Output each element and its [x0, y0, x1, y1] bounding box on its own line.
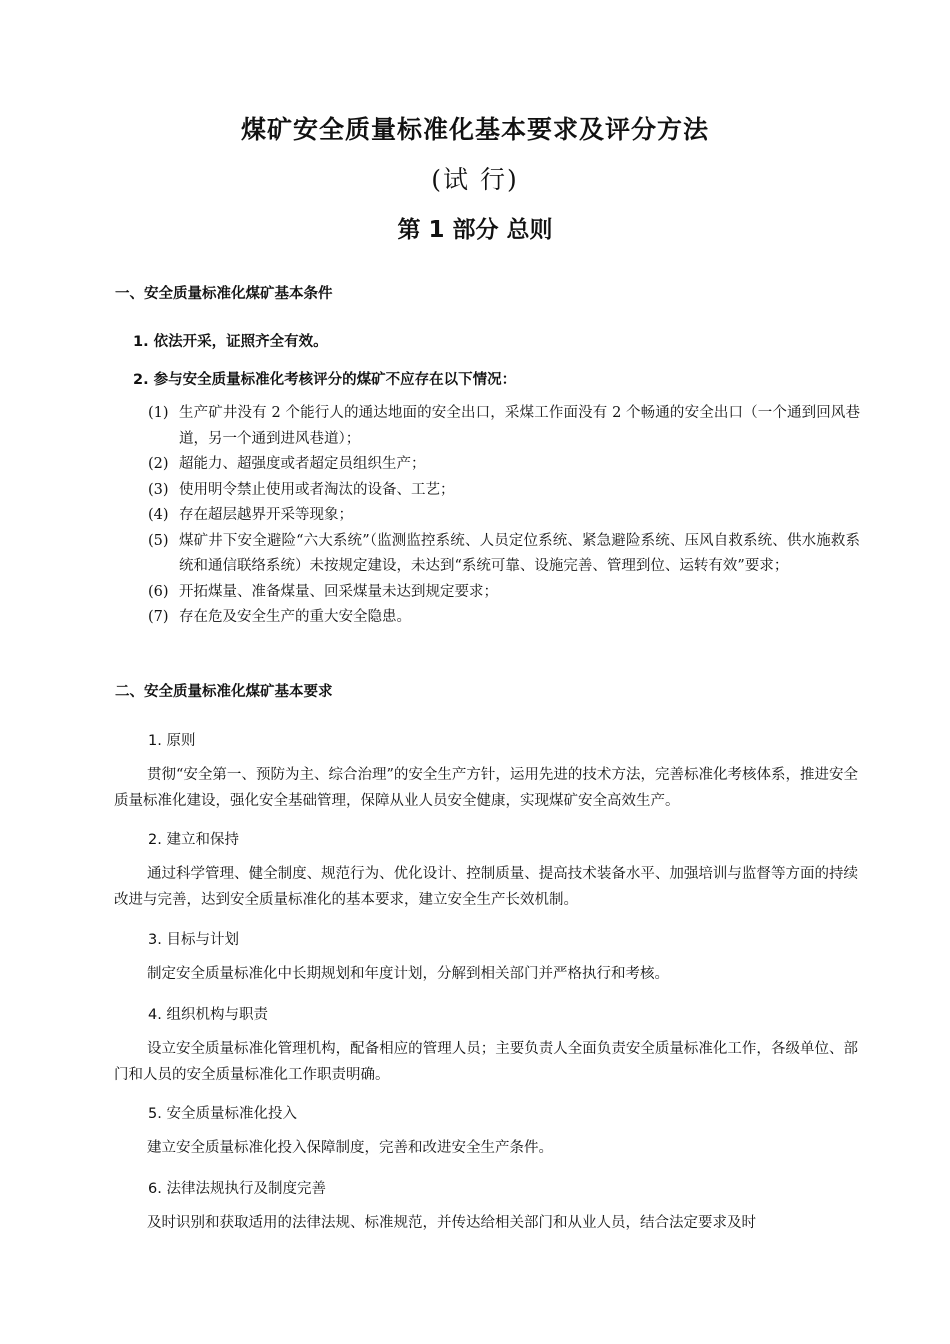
- part-heading: 第 1 部分 总则: [397, 217, 553, 243]
- requirement-paragraph: 贯彻“安全第一、预防为主、综合治理”的安全生产方针，运用先进的技术方法，完善标准化考核体系，推进安全质量标准化建设，强化安全基础管理，保障从业人员安全健康，实现煤矿安全高效生产。: [114, 767, 858, 809]
- requirement-paragraph: 设立安全质量标准化管理机构，配备相应的管理人员；主要负责人全面负责安全质量标准化工作，各级单位、部门和人员的安全质量标准化工作职责明确。: [114, 1041, 858, 1083]
- requirement-paragraph: 通过科学管理、健全制度、规范行为、优化设计、控制质量、提高技术装备水平、加强培训与监督等方面的持续改进与完善，达到安全质量标准化的基本要求，建立安全生产长效机制。: [114, 866, 858, 908]
- section-heading: 一、安全质量标准化煤矿基本条件: [115, 286, 333, 302]
- list-item-number: (1): [148, 405, 169, 421]
- condition-item: 2. 参与安全质量标准化考核评分的煤矿不应存在以下情况：: [133, 372, 517, 388]
- list-item-text: 存在危及安全生产的重大安全隐患。: [179, 609, 411, 625]
- list-item-text: 生产矿井没有 2 个能行人的通达地面的安全出口，采煤工作面没有 2 个畅通的安全出口（一个通到回风巷道，另一个通到进风巷道）；: [179, 405, 860, 447]
- requirement-title: 3. 目标与计划: [148, 932, 239, 948]
- condition-item: 1. 依法开采，证照齐全有效。: [133, 334, 328, 350]
- section-heading: 二、安全质量标准化煤矿基本要求: [115, 684, 333, 700]
- list-item: [148, 580, 860, 606]
- requirement-paragraph: 及时识别和获取适用的法律法规、标准规范，并传达给相关部门和从业人员，结合法定要求及时: [147, 1215, 756, 1231]
- requirement-title: 1. 原则: [148, 733, 196, 749]
- requirement-paragraph: 建立安全质量标准化投入保障制度，完善和改进安全生产条件。: [147, 1140, 553, 1156]
- list-item-number: (5): [148, 532, 169, 549]
- requirement-title: 4. 组织机构与职责: [148, 1007, 268, 1023]
- list-item-text: 超能力、超强度或者超定员组织生产；: [179, 456, 426, 472]
- prohibited-conditions-list: [148, 401, 860, 631]
- document-title: 煤矿安全质量标准化基本要求及评分方法: [240, 115, 709, 144]
- list-item: [148, 605, 860, 631]
- document-subtitle: (试 行): [431, 165, 519, 194]
- requirement-title: 5. 安全质量标准化投入: [148, 1106, 297, 1122]
- requirement-paragraph: 制定安全质量标准化中长期规划和年度计划，分解到相关部门并严格执行和考核。: [147, 966, 669, 982]
- list-item-number: (4): [148, 507, 169, 523]
- list-item-text: 使用明令禁止使用或者淘汰的设备、工艺；: [179, 481, 455, 498]
- list-item-text: 煤矿井下安全避险“六大系统”（监测监控系统、人员定位系统、紧急避险系统、压风自救系统、供水施救系统和通信联络系统）未按规定建设，未达到“系统可靠、设施完善、管理到位、运转有效”要求；: [179, 532, 860, 574]
- requirement-title: 6. 法律法规执行及制度完善: [148, 1181, 326, 1197]
- list-item-number: (6): [148, 583, 169, 600]
- list-item-text: 存在超层越界开采等现象；: [179, 507, 353, 523]
- list-item-text: 开拓煤量、准备煤量、回采煤量未达到规定要求；: [179, 583, 498, 600]
- list-item-number: (3): [148, 481, 169, 498]
- list-item: [148, 452, 860, 478]
- list-item: [148, 503, 860, 529]
- list-item-number: (2): [148, 456, 169, 472]
- requirement-title: 2. 建立和保持: [148, 832, 239, 848]
- list-item: [148, 478, 860, 504]
- list-item-number: (7): [148, 609, 169, 625]
- list-item: [148, 401, 860, 452]
- list-item: [148, 529, 860, 580]
